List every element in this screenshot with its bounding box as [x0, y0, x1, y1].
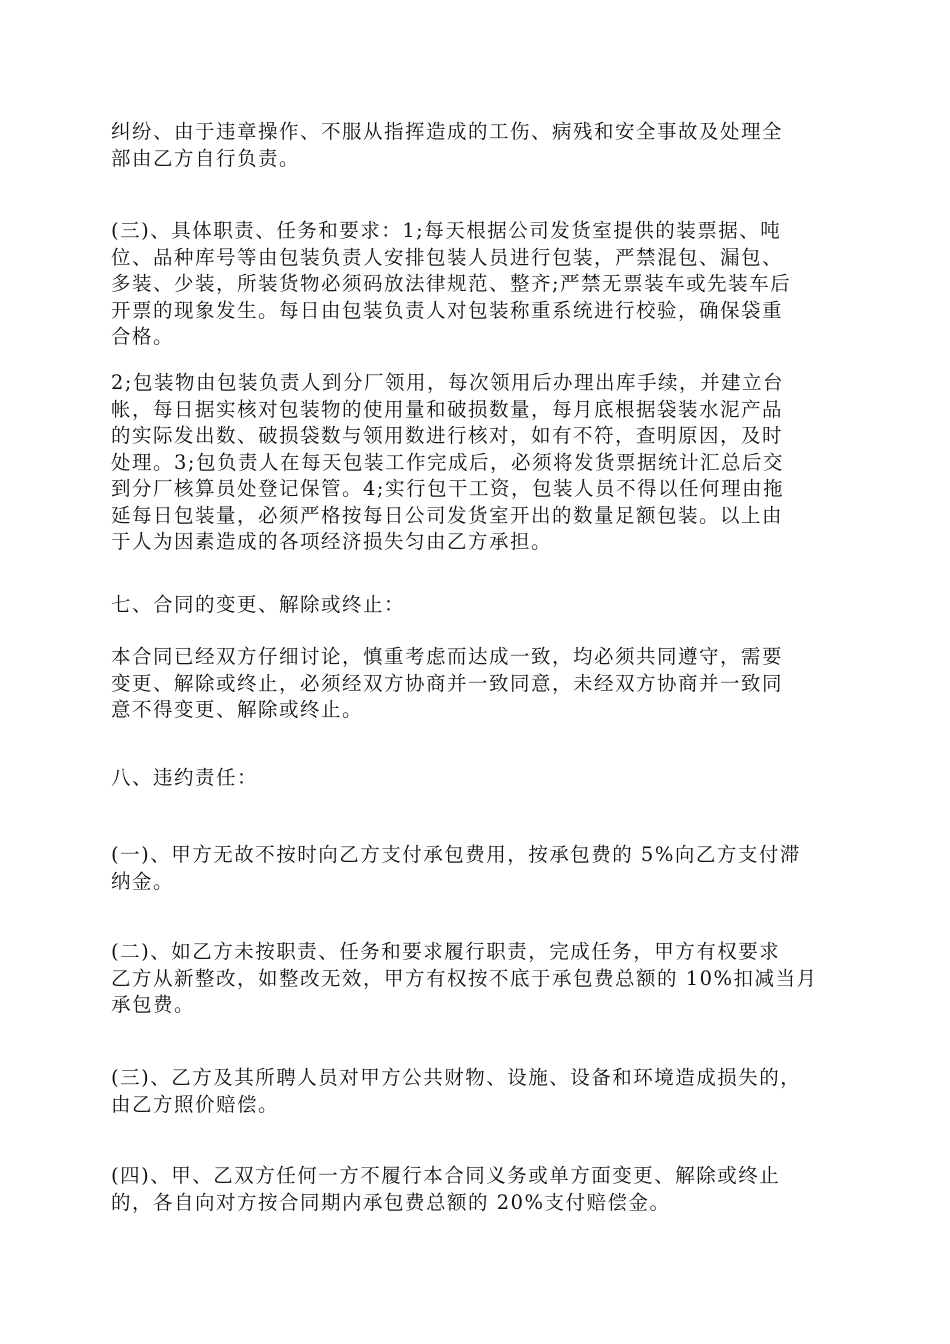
- text-line: 2;包装物由包装负责人到分厂领用，每次领用后办理出库手续，并建立台: [111, 371, 784, 394]
- text-line: (四)、甲、乙双方任何一方不履行本合同义务或单方面变更、解除或终止: [111, 1164, 781, 1187]
- paragraph-breach-3: [111, 1065, 846, 1118]
- text-line: 的实际发出数、破损袋数与领用数进行核对，如有不符，查明原因，及时: [111, 424, 784, 447]
- paragraph-duties-3: [111, 218, 846, 351]
- text-line: 乙方从新整改，如整改无效，甲方有权按不底于承包费总额的 10%扣减当月: [111, 966, 818, 990]
- text-line: 位、品种库号等由包装负责人安排包装人员进行包装，严禁混包、漏包、: [111, 245, 784, 269]
- paragraph-contract-change: [111, 644, 846, 724]
- paragraph-liability-continuation: [111, 119, 846, 172]
- section-heading-breach-liability: [111, 765, 846, 792]
- text-line: (二)、如乙方未按职责、任务和要求履行职责，完成任务，甲方有权要求: [111, 940, 781, 963]
- text-line: (三)、乙方及其所聘人员对甲方公共财物、设施、设备和环境造成损失的，: [111, 1066, 802, 1089]
- text-line: 意不得变更、解除或终止。: [111, 698, 364, 721]
- paragraph-breach-4: [111, 1163, 846, 1216]
- text-line: 多装、少装，所装货物必须码放法律规范、整齐;严禁无票装车或先装车后: [111, 272, 792, 295]
- text-line: 八、违约责任：: [111, 766, 259, 789]
- section-heading-contract-change: [111, 592, 846, 619]
- paragraph-packaging-materials: [111, 370, 846, 556]
- text-line: (三)、具体职责、任务和要求：1;每天根据公司发货室提供的装票据、吨: [111, 219, 782, 242]
- text-line: 纠纷、由于违章操作、不服从指挥造成的工伤、病残和安全事故及处理全: [111, 120, 784, 143]
- text-line: 七、合同的变更、解除或终止：: [111, 593, 406, 616]
- text-line: 到分厂核算员处登记保管。4;实行包干工资，包装人员不得以任何理由拖: [111, 477, 784, 500]
- text-line: 开票的现象发生。每日由包装负责人对包装称重系统进行校验，确保袋重: [111, 298, 784, 322]
- text-line: 帐，每日据实核对包装物的使用量和破损数量，每月底根据袋装水泥产品: [111, 397, 784, 421]
- text-line: (一)、甲方无故不按时向乙方支付承包费用，按承包费的 5%向乙方支付滞: [111, 843, 801, 866]
- text-line: 合格。: [111, 325, 175, 348]
- paragraph-breach-2: [111, 939, 846, 1019]
- text-line: 变更、解除或终止，必须经双方协商并一致同意，未经双方协商并一致同: [111, 671, 784, 695]
- text-line: 延每日包装量，必须严格按每日公司发货室开出的数量足额包装。以上由: [111, 503, 784, 527]
- text-line: 本合同已经双方仔细讨论，慎重考虑而达成一致，均必须共同遵守，需要: [111, 645, 784, 668]
- text-line: 于人为因素造成的各项经济损失匀由乙方承担。: [111, 530, 553, 553]
- text-line: 由乙方照价赔偿。: [111, 1092, 280, 1116]
- text-line: 承包费。: [111, 993, 196, 1016]
- text-line: 处理。3;包负责人在每天包装工作完成后，必须将发货票据统计汇总后交: [111, 450, 784, 474]
- text-line: 纳金。: [111, 869, 175, 893]
- text-line: 部由乙方自行负责。: [111, 146, 301, 170]
- paragraph-breach-1: [111, 842, 846, 895]
- text-line: 的，各自向对方按合同期内承包费总额的 20%支付赔偿金。: [111, 1190, 671, 1214]
